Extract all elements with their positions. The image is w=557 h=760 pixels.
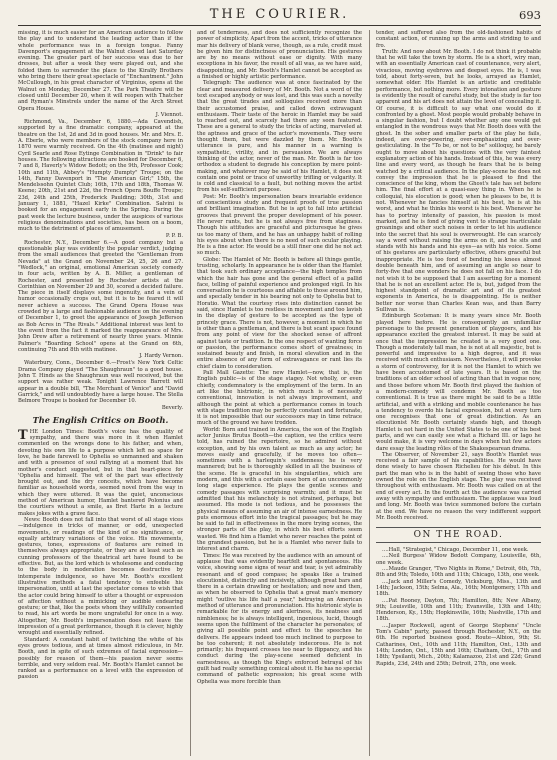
road-listing: ....Pat Rooney, Dayton, 7th; Hamilton, 8th; New Albany, 9th; Louisville, 10th and 11th; Evansville, 13th and 14th; Henderson, Ky., 15th; Hopkinsville, 16th; Nashville, 17th and 18th. [376,597,541,623]
road-listing: ....Neil Burgess' Widow Bedott Company, Louisville, 6th, one week. [376,553,541,566]
paragraph: Telegraph: The audience was at once fascinated by the clear and measured delivery of Mr. Booth. Not a word of the text escaped anybody or was lost, and this was such a novelty that the great tirades and soliloquies received more than their accustomed praise, and called down extravagant enthusiasm. Their taste of the heroic in Hamlet may be said to reached out, and scarcely had there any seen featured. These are a general to study the tricks of acting, marveled at the aptness and grace of the actor's movements. They were thought them, but were dazzled by them. Mr. Booth's utterance is pure, and his manner in a warning is sympathetic, virility, and in persuasion. We are always thinking of the actor, never of the man. Mr. Booth is far too orthodox a student to degrade his conception by mere point-making, and whatever may be said of his Hamlet, it does not contain one point or trace of unworthy trifling or vulgarity. It is cold and classical to a fault, but nothing moves the artist from his self-sufficient purpose. [197,80,362,194]
signature: P. P. B. [165,232,183,239]
page-number: 693 [519,8,541,22]
paragraph: Truth: And now about Mr. Booth. I do not think it probable that he will take the town by storm. He is a short, wiry man, with an essentially American cast of countenance, very alert, vivacious, moving eyebrows and deepset eyes. He is, I was told, about forty-seven, but he looks, arrayed as Hamlet, somewhat older. His Hamlet is an artistic and creditable performance, but nothing more. Every intonation and gesture is evidently the result of careful study, but the study is far too apparent and his art does not attain the level of concealing it. Of course, it is difficult to say what one would do if confronted by a ghost. Most people would probably behave in a singular fashion, but I doubt whether any one would get entangled in the wondrous ways that Mr. Booth does with the ghost. In the sober and smaller parts of the play he fails, indeed, are over-powering, over-emphasizing and over-gesticulating. In the "To be, or not to be" soliloquy, he barely ought to move about his questions with the very faintest explanatory action of his hands. Instead of this, he was every line and every word, as though he fears that he is being watched by a critical audience. In the play-scene he does not convey the impression that he is pleased to find the conscience of the king, whom the Ghost's tale has set before him. The final effort at a quasi-easy thing in. When he is colloquial, his elocution is good; when he pleases to be, it is not. Whenever he fancies himself at his best, he is at his worst, and what he thinks his worst is his best. Whenever he has to portray intensity of passion, his passion is most marked, and he is fond of giving vent to strange inarticulate groanings and other such noises in order to let his audience into the secret that his soul is overwrought. He can scarcely say a word without raising the arms on it, and he sits and stands with his hands and his eyes—as with his voice. Some of his gestures are particularly effective, others graceful but inappropriate. He is too fond of bending his knees almost double beneath him, and of assuming an angle so near to forty-five that one wonders he does not fall on his face. I do not wish it to be supposed that I am asserting for a moment that he is not an excellent actor. He is, but, judged from the highest standpoint of dramatic art and of its greatest exponents in America, he is disappointing. He is neither better nor worse than Charles Kean was, and than Barry Sullivan is. [376,48,541,314]
paragraph: missing, it is much easier for an American audience to follow the play and to understand the leading actor than if the whole performance was in a foreign tongue. Fanny Davenport's engagement at the Walnut closed last Saturday evening. The greater part of her success was due to her dresses, but after a week they were played out, and she folded them to surrender the place to the Kiralfy Brothers who bring there their great spectacle of "Enchantment." John McCullough, in his great character of Virginius, opens at the Walnut on Monday, December 27. The Park Theatre will be closed until December 20, when it will reopen with Thatcher and Ryman's Minstrels under the name of the Arch Street Opera House. [18,30,183,112]
paragraph-text: HE London Times: Booth's voice has the quality of sympathy, and there was more in it when Hamlet commented on the wrongs done to his father, and when, devoting his own life to a purpose which left no space for love, he bade farewell to Ophelia so unmanned and shaken and with a presence of soul rallying at a moment that his mother's conduct suggested, but in that heart-piece for 'Ophelia and himself. The wit of the part was effectively brought out, and the dry conceits, which have become familiar as household words, seemed novel from the way in which they were uttered. It was the quiet, unconscious method of American humor, Hamlet bantered Polonius and the courtiers without a smile, as Bret Harte in a lecture makes jokes with a grave face. [18,428,183,517]
section-heading: ON THE ROAD. [376,527,541,543]
paragraph: Times: He was received by the audience with an amount of applause that was evidently heartfelt and spontaneous. His voice, showing some signs of wear and tear, is yet admirably resonant and of good compass; he speaks like a trained elocutionist, distinctly and incisively, although great bars and there in a certain drawling or hesitation; and now and then, as when he observed to Ophelia that a great man's memory might "outlive his life half a year," betraying an American method of utterance and pronunciation. His histrionic style is remarkable for its energy and alertness, its neatness and nimbleness; he is always intelligent, ingenious, lucid, though seems upon the fulfilment of the character he personates; of giving all possible point and effect to the speeches he delivers. He appears indeed too much inclined to purpose to be too coherent; it not absolutely indecorous. He is not primarily; his frequent crosses too near to flippancy, and his conduct during the play-scene seemed deficient in earnestness, as though the King's enforced betrayal of his guilt had really something comical about it. He has no special command of pathetic expression; his great scene with Ophelia was more forcible than [197,552,362,685]
paragraph: News: Booth does not fall into that worst of all stage vices—indulgence in tricks of manner, or odd, unexpected movements, or readings of the kind of no significance, or equally arbitrary variations of the voice. His movements, gestures, tones, expressions of features are reined in themselves always appropriate, or they are at least such as cunning professors of the theatrical art have found to be effective. But, as the lord which is wholesome and conducing to the body in moderation becomes destructive by intemperate indulgence, so have Mr. Booth's excellent illustrative methods a fatal tendency to enfeeble his impersonation, until at last the spectator comes to wish that the actor could bring himself to utter a thought or expression of affection without a mimicking or audible endearing gesture; or that, like the poets whom they willfully consented to read, his art words be more ungrateful for once in a way. Altogether, Mr. Booth's impersonation does not leave the impression of a great performance, though it is clever, highly wrought and essentially refined. [18,516,183,637]
paragraph: Richmond, Va., December 6, 1880.—Ada Cavendish, supported by a fine dramatic company, appeared at the theatre on the 1st, 2d and 3d in good houses. Mr. and Mrs. E. A. Eberle, who were members of the stock company here in 1870 were warmly received. On the 4th (matinee and night) Cyril Searle and Rose Eytinge Combination in "Drink" to fair houses. The following attractions are booked for December 6, 7 and 8, Haverly's Widow Bedott; on the 9th, Professor Cook; 10th and 11th, Abbey's "Humpty Dumpty" Troupe; on the 14th, Fanny Davenport in "The American Girl;" 15th, the Mendelssohn Quintet Club; 16th, 17th and 18th, Thomas W. Keene; 20th, 21st and 22d, the French Opera Bouffe Troupe; 23d, 24th and 25th, Frederick Paulding; 30th, 31st and January 1, 1881, "Hazel Kirke" Combination. Salvini is booked for an engagement early in the Spring. During the past week the lecture business, under the auspices of various religious denominations and societies, has been on a boom, much to the detriment of places of amusement. [18,119,183,233]
road-listing: ....Maude Granger, "Two Nights in Rome," Detroit, 6th, 7th, 8th and 9th; Toledo, 10th and 11th; Chicago, 13th, one week. [376,566,541,579]
paragraph: Post: Mr. Booth's impersonation bears invariable evidence of conscientious study and frequent proofs of true passion and brilliant imagination. But he is apt to fall into artificial grooves that prevent the proper development of his power. He never rants, but he is not always free from staginess. Though his attitudes are graceful and picturesque he gives us too many of them, and he has an unhappy habit of rolling his eyes about when there is no need of such ocular playing. He is a fine actor. He would be a still finer one did he not act so much. [197,193,362,257]
paragraph: tender, and suffered also from the old-fashioned habits of constant action, of running up the arms and striding to and fro. [376,30,541,49]
paragraph: and of tenderness, and does not sufficiently recognize the power of simplicity. Apart from the accent, tricks of utterance mar his delivery of blank verse, though, as a rule, credit must be given him for distinctness of pronunciation. His gestures are by no means without ease or dignity. With many exceptions in his favor, the result of all was, as we have said, disappointing, and Mr. Booth's Hamlet cannot be accepted as a finished or highly artistic performance. [197,30,362,81]
paragraph: World: Born and trained in America, the son of the English actor Junius Brutus Booth—the caption, we the critics were told, has ruined the repertoire, so he admired without exception, and by his own talent as much as any actor; he moves easily and gracefully, if he moves too often—sometimes with a harlequin's suddenness; he is very mannered; but he is thoroughly skilled in all the business of the scene. He is graceful in his singularities, which are modern, and this with a certain ease born of an uncommonly long stage experience. He plays the gentle scenes and comedy passages with surprising warmth; and it must be admitted that his melancholy is not strained, perhaps, but assumed. His mode is not tedious, and he possesses the physical means of assuming an air of intense earnestness. He puts enormous effort into the tragical passages; but he may be said to fail in effectiveness in the more trying scenes, the stronger parts of the play, in which his best efforts seem wasted. We find him a Hamlet who never reaches the point of the grandest passion, but he is a Hamlet who never fails to interest and charm. [197,426,362,553]
paragraph: Waterbury, Conn., December 6.—Frost's New York Celtic Drama Company played "The Shaughraun" to a good house. John T. Hinds as the Shaughraun was well received, but the support was rather weak. Tonight Lawrence Barrett will appear in a double bill, "The Merchant of Venice" and "David Garrick," and will undoubtedly have a large house. The Stella Belmore Troupe is booked for December 10. [18,360,183,405]
paragraph: Standard: A constant habit of twitching the white of his eyes grows tedious, and at times almost ridiculous, in Mr. Booth, and in spite of such extremes of facial expression—possibly for reason of them—his passion never seems terrible, and very seldom real. Mr. Booth's Hamlet cannot be ranked as a performance on a level with the expression of passion [18,636,183,681]
signature: J. Viennot. [155,111,183,118]
paragraph: Edinburgh Scotsman: It is many years since Mr. Booth played here before. He is consequently an unfamiliar personage to the present generation of playgoers, and his appearance excited the greatest interest. It may be said at once that the impression he created is a very good one. Though a moderately tall man, he is not at all majestic, but is powerful and impressive to a high degree, and it was received with much enthusiasm. Nevertheless, it will provoke a storm of controversy, for it is not the Hamlet to which we have been accustomed of late years. It is based on the traditions of an older school of acting than that in vogue now, and those before whom Mr. Booth first played the fashion of a modern-comedy will condemn Mr. Booth as too conventional. It is true as there might be said to be a little artificial, and with a striking and mobile countenance he has a tendency to overdo his facial expression, but at every turn one recognises that one of great distinction. As an elocutionist Mr. Booth certainly stands high, and though Hamlet is not hard in the United States to be one of his best parts, and we can easily see what a Richard III. or Iago he would make, it is very welcome in days when but few actors dare essay the leading rôles of the Shakespearean drama. [376,313,541,452]
paragraph: Globe: The Hamlet of Mr. Booth is before all things gentle, trusting, scholarly. In appearance he is older than the Hamlet that took such ordinary acceptance—the high temples from which the hair has gone and the general effect of a pallid face, telling of painful experience and prolonged vigil. In his conversation he is courteous and affable to those around him, and specially tender in his bearing not only to Ophelia but to Horatio. What the courtesy rises into distinction cannot be said, since Hamlet is too restless in movement and too lavish in the display of gesture to be accepted as the type of princely grace. There is not, however, a moment in which he is other than a gentleman, and there is but scant space found from any point of view for the shocked sense of affront against taste or tradition. In the one respect of wanting force or passion, the performance comes short of greatness; in sustained beauty and finish, in moral elevation and in the entire absence of any form of extravagance or rant lies its chief claim to consideration. [197,256,362,370]
paragraph-with-dropcap [18,429,183,517]
column-1 [18,30,183,756]
road-listing: ....Jasper Rockwell, agent of George Stephens' "Uncle Tom's Cabin" party, passed through Rochester, N.Y., on the 6th. He reported business good. Route—Albion, 9th; St. Catharines, Ont., 10th and 11th; Hamilton, Ont., 13th and 14th; London, Ont., 15th and 16th; Chatham, Ont., 17th and 18th; Ypsilanti, Mich., 20th; Kalamazoo, 21st and 22d; Grand Rapids, 23d, 24th and 25th; Detroit, 27th, one week. [376,622,541,667]
publication-title: THE COURIER. [209,7,350,22]
column-rule-2 [369,30,370,756]
paragraph: The Observer, of November 21, says Booth's Hamlet was received a fair sample of his capabilities. He would have done wisely to have chosen Richelieu for his début. In this part the man who is in the habit of seeing those who have owned the role on the English stage. The play was received throughout with enthusiasm. Mr. Booth was called on at the end of every act. In the fourth act the audience was carried away with sympathy and enthusiasm. The applause was loud and long. Mr. Booth was twice summoned before the curtain at the end. We have no reason the very indifferent support Mr. Booth received. [376,451,541,521]
column-2 [197,30,362,756]
column-3 [376,30,541,756]
paragraph: Rochester, N.Y., December 6.—A good company but a questionable play was evidently the popular verdict, judging from the small audiences that greeted the "Gentleman from Nevada" at the Grand on November 24, 25, 26 and 27. "Wedlock," an original, emotional American society comedy in four acts, written by A. B. Miller, a gentleman of Rochester, and presented by Rochester artists at the Corinthian on November 29 and 30, scored a decided failure. The piece in itself displays some ingenuity, and a vein of humor occasionally crops out, but it is to be feared it will never achieve a success. The Grand Opera House was crowded by a large and fashionable audience on the evening of December 1, to greet the appearance of Joseph Jefferson as Bob Acres in "The Rivals." Additional interest was lent to the event from the fact it marked the reappearance of Mrs. John Drew after a retirement of nearly three years. Minnie Palmer's "Boarding School" opens at the Grand on 6th, continuing 7th and 8th with matinee. [18,239,183,353]
signature: Beverly. [161,404,183,411]
road-listing: ....Jack and Miller's Comedy, Vicksburg, Miss., 13th and 14th; Jackson, 15th; Selma, Ala., 16th; Montgomery, 17th and 18th. [376,578,541,598]
signature: J. Hardy Vernon. [139,353,183,360]
road-listing: ....Hall, "Strategist," Chicago, December 11, one week. [382,547,529,554]
section-heading: The English Critics on Booth. [32,414,169,425]
column-rule-1 [190,30,191,756]
drop-cap: T [18,427,28,443]
paragraph: Pall Mall Gazette: The new Hamlet—now, that is, the English public—is of the stage stagey. Not wholly, or even chiefly, condemnatory is the employment of the term. In an art like the histrionic, in which much is of necessity conventional, innovation is not always improvement, and although the point at which a performance comes in touch with stage tradition may be perfectly constant and fortunate, it is not impossible that our successors may in time retrace much of the ground we have trodden. [197,370,362,427]
masthead-bar [18,5,541,26]
